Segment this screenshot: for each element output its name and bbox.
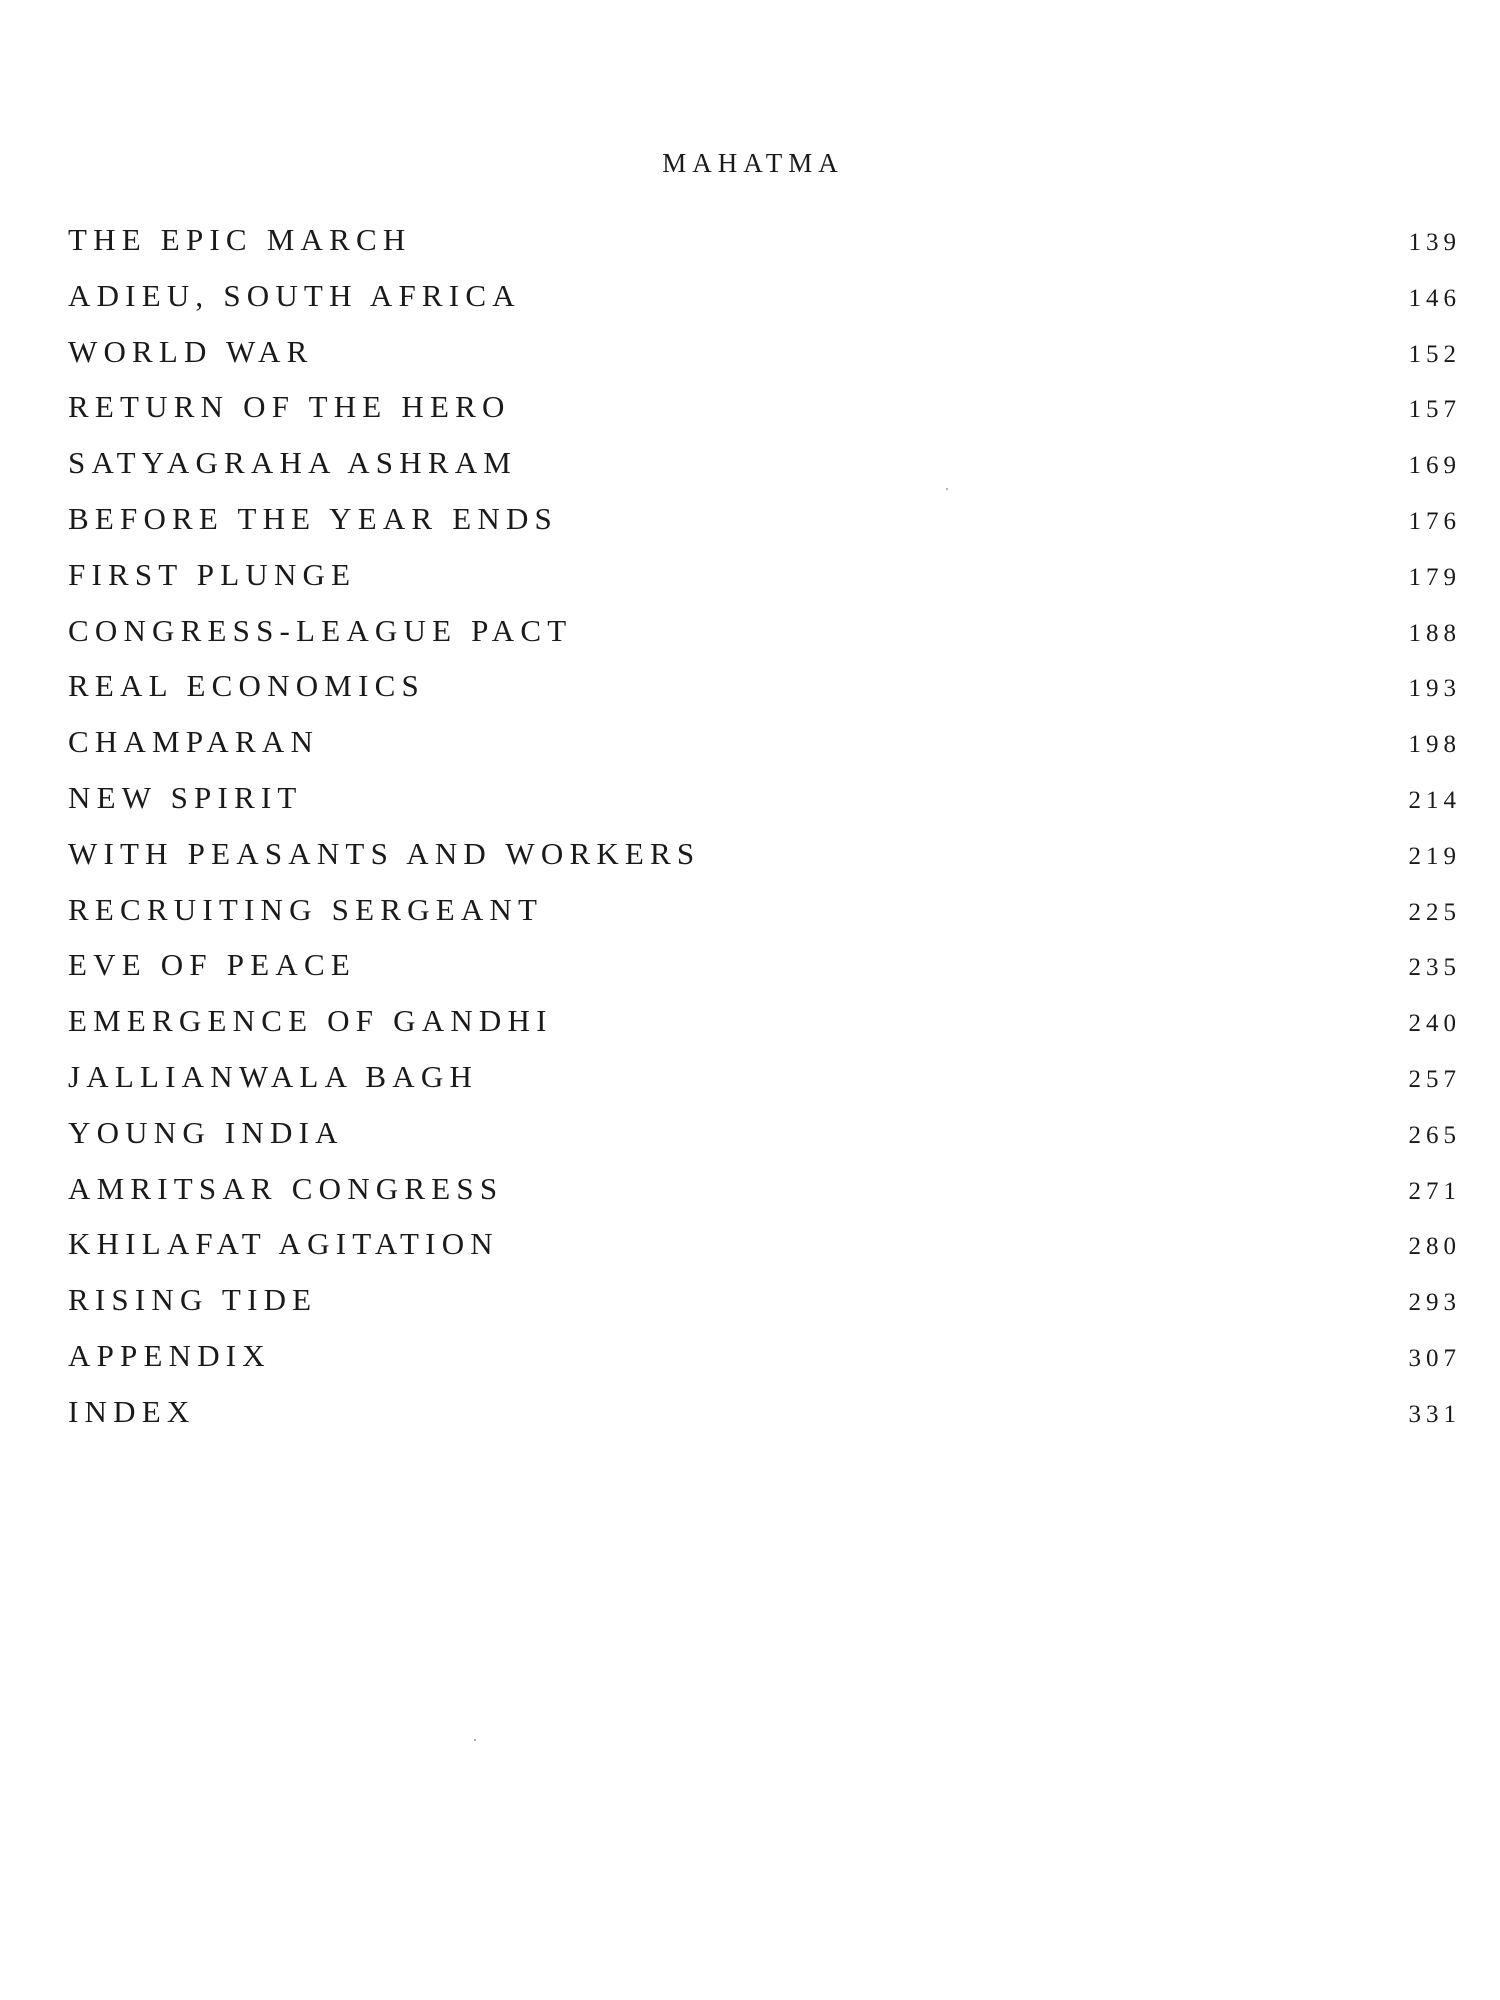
toc-entry	[68, 1055, 1461, 1111]
toc-entry-page-number: 214	[1408, 786, 1461, 814]
toc-entry	[68, 553, 1461, 609]
toc-entry-title: RETURN OF THE HERO	[68, 389, 511, 425]
toc-entry-page-number: 152	[1408, 340, 1461, 368]
toc-entry-page-number: 219	[1408, 842, 1461, 870]
toc-entry-title: CHAMPARAN	[68, 724, 320, 760]
toc-entry-page-number: 146	[1408, 284, 1461, 312]
toc-entry	[68, 385, 1461, 441]
toc-entry-page-number: 169	[1408, 452, 1461, 480]
toc-entry	[68, 999, 1461, 1055]
toc-entry	[68, 776, 1461, 832]
toc-entry	[68, 497, 1461, 553]
toc-entry	[68, 1167, 1461, 1223]
scan-speck	[474, 1739, 476, 1741]
toc-entry-page-number: 157	[1408, 396, 1461, 424]
toc-entry-page-number: 265	[1408, 1121, 1461, 1149]
toc-entry-title: WITH PEASANTS AND WORKERS	[68, 835, 701, 871]
scan-speck	[946, 488, 948, 490]
toc-entry-title: WORLD WAR	[68, 333, 314, 369]
toc-entry-page-number: 235	[1408, 954, 1461, 982]
toc-entry-page-number: 257	[1408, 1065, 1461, 1093]
toc-entry	[68, 1278, 1461, 1334]
toc-entry-title: ADIEU, SOUTH AFRICA	[68, 277, 521, 313]
toc-entry-title: THE EPIC MARCH	[68, 222, 412, 257]
toc-entry	[68, 274, 1461, 330]
toc-entry-title: FIRST PLUNGE	[68, 556, 357, 592]
toc-entry	[68, 1222, 1461, 1278]
toc-entry-title: JALLIANWALA BAGH	[68, 1058, 479, 1094]
toc-entry	[68, 943, 1461, 999]
toc-entry-page-number: 176	[1408, 507, 1461, 535]
toc-entry	[68, 720, 1461, 776]
toc-entry-title: AMRITSAR CONGRESS	[68, 1170, 504, 1206]
toc-entry-page-number: 271	[1408, 1177, 1461, 1205]
toc-entry-title: RECRUITING SERGEANT	[68, 891, 544, 927]
toc-entry-title: SATYAGRAHA ASHRAM	[68, 445, 518, 481]
toc-entry-page-number: 193	[1408, 675, 1461, 703]
toc-entry	[68, 1111, 1461, 1167]
toc-entry-page-number: 188	[1408, 619, 1461, 647]
toc-entry-page-number: 198	[1408, 731, 1461, 759]
toc-entry-title: EVE OF PEACE	[68, 947, 356, 983]
toc-entry	[68, 832, 1461, 888]
toc-entry-title: EMERGENCE OF GANDHI	[68, 1003, 553, 1039]
toc-entry-title: RISING TIDE	[68, 1282, 318, 1318]
toc-entry-title: REAL ECONOMICS	[68, 668, 425, 704]
toc-entry-title: BEFORE THE YEAR ENDS	[68, 500, 558, 536]
toc-entry	[68, 1390, 1461, 1446]
toc-entry	[68, 609, 1461, 665]
toc-entry-page-number: 280	[1408, 1233, 1461, 1261]
table-of-contents	[68, 218, 1461, 1446]
toc-entry	[68, 1334, 1461, 1390]
toc-entry	[68, 664, 1461, 720]
toc-entry-page-number: 307	[1408, 1344, 1461, 1372]
toc-entry-title: CONGRESS-LEAGUE PACT	[68, 612, 573, 648]
toc-entry-page-number: 225	[1408, 898, 1461, 926]
toc-entry-title: NEW SPIRIT	[68, 779, 303, 815]
running-head: MAHATMA	[662, 148, 844, 178]
toc-entry-title: KHILAFAT AGITATION	[68, 1226, 499, 1262]
toc-entry-title: INDEX	[68, 1393, 196, 1429]
toc-entry-title: APPENDIX	[68, 1337, 271, 1373]
toc-entry-page-number: 240	[1408, 1010, 1461, 1038]
toc-entry-page-number: 179	[1408, 563, 1461, 591]
toc-entry-page-number: 331	[1408, 1400, 1461, 1428]
toc-entry	[68, 330, 1461, 386]
toc-entry	[68, 888, 1461, 944]
toc-entry	[68, 441, 1461, 497]
toc-entry	[68, 218, 1461, 274]
toc-entry-title: YOUNG INDIA	[68, 1114, 344, 1150]
toc-entry-page-number: 293	[1408, 1289, 1461, 1317]
toc-entry-page-number: 139	[1408, 229, 1461, 256]
